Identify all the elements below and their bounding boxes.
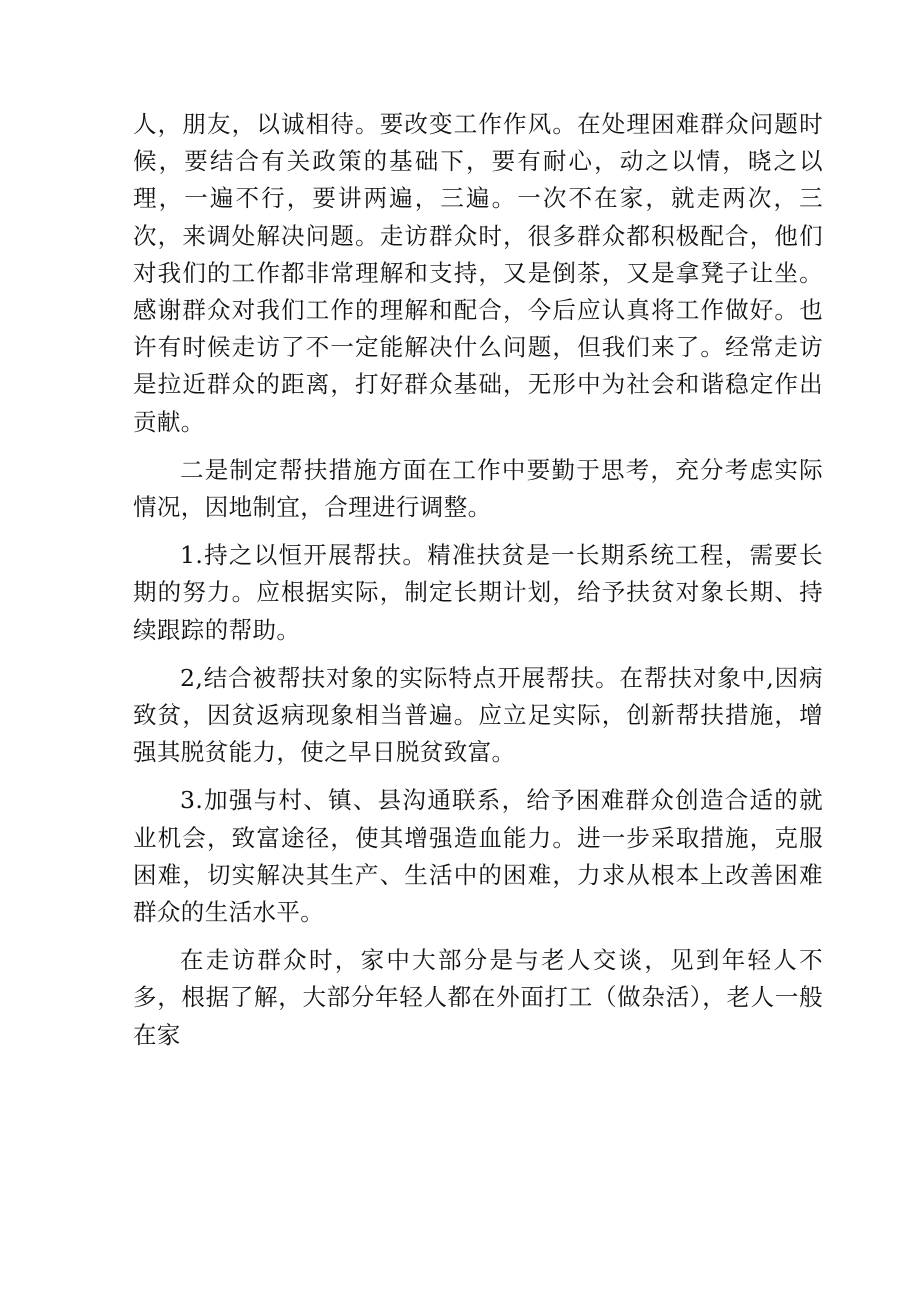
paragraph-2: 二是制定帮扶措施方面在工作中要勤于思考，充分考虑实际情况，因地制宜，合理进行调整。 (133, 455, 823, 522)
paragraph-6: 在走访群众时，家中大部分是与老人交谈，见到年轻人不多，根据了解，大部分年轻人都在外面打工（做杂活），老人一般在家 (133, 946, 823, 1049)
paragraph-3: 1.持之以恒开展帮扶。精准扶贫是一长期系统工程，需要长期的努力。应根据实际，制定长期计划，给予扶贫对象长期、持续跟踪的帮助。 (133, 541, 823, 644)
paragraph-1: 人，朋友，以诚相待。要改变工作作风。在处理困难群众问题时候，要结合有关政策的基础下，要有耐心，动之以情，晓之以理，一遍不行，要讲两遍，三遍。一次不在家，就走两次，三次，来调处解决问题。走访群众时，很多群众都积极配合，他们对我们的工作都非常理解和支持，又是倒茶，又是拿凳子让坐。感谢群众对我们工作的理解和配合，今后应认真将工作做好。也许有时候走访了不一定能解决什么问题，但我们来了。经常走访是拉近群众的距离，打好群众基础，无形中为社会和谐稳定作出贡献。 (133, 110, 823, 436)
document-body (133, 106, 823, 1054)
paragraph-4: 2,结合被帮扶对象的实际特点开展帮扶。在帮扶对象中,因病致贫，因贫返病现象相当普遍。应立足实际，创新帮扶措施，增强其脱贫能力，使之早日脱贫致富。 (133, 663, 823, 767)
paragraph-5: 3.加强与村、镇、县沟通联系，给予困难群众创造合适的就业机会，致富途径，使其增强造血能力。进一步采取措施，克服困难，切实解决其生产、生活中的困难，力求从根本上改善困难群众的生活水平。 (133, 786, 823, 927)
